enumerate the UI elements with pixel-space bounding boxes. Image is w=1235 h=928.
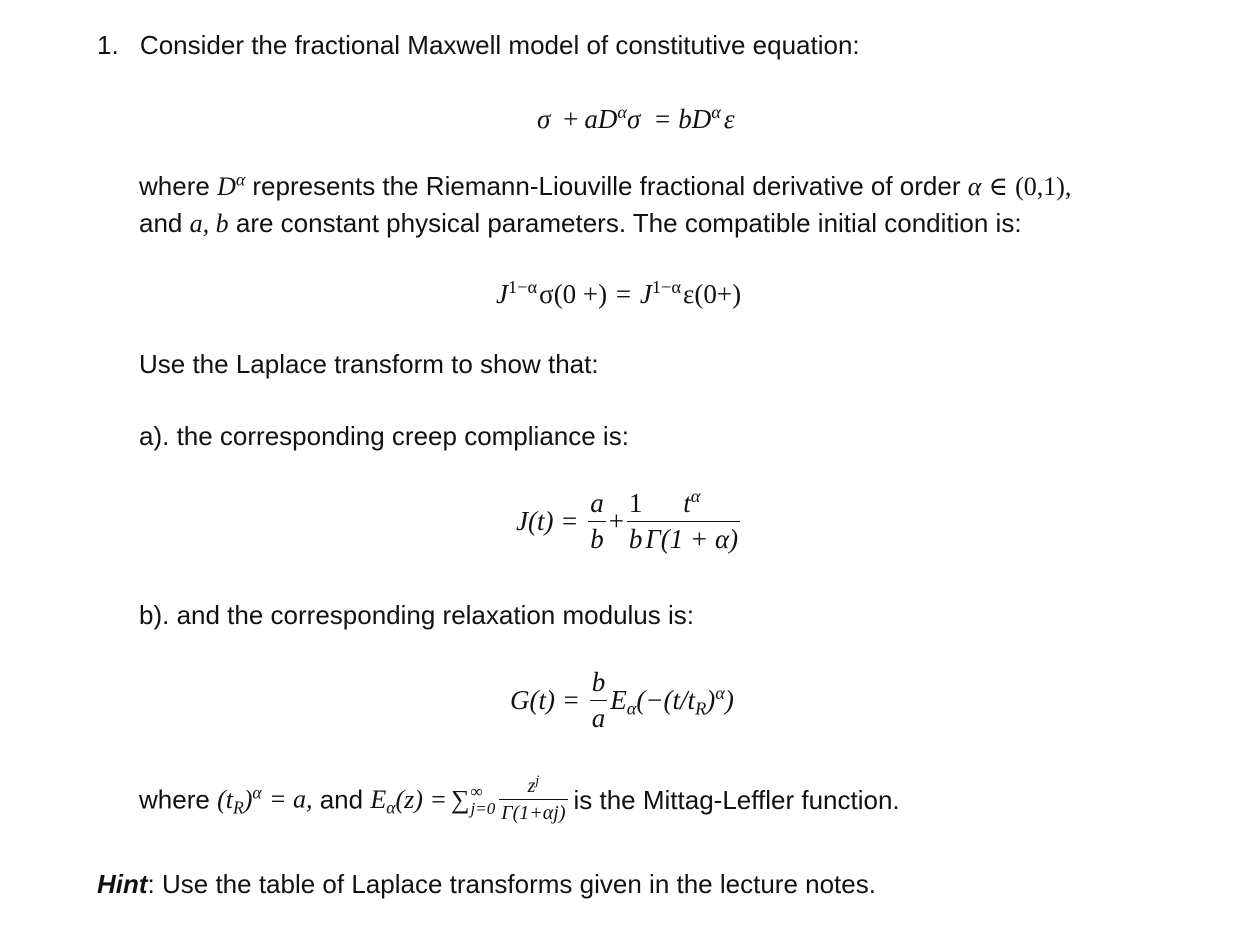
where1-word: where: [139, 171, 210, 201]
where1-interval: (0,1),: [1015, 172, 1072, 201]
eq4-f-num: b: [591, 667, 606, 697]
eq3-f3-num: t: [683, 488, 691, 518]
where2-sigma: ∑: [451, 784, 470, 814]
eq3-f1-den: b: [588, 521, 606, 553]
equation-creep-compliance: [516, 485, 743, 554]
eq1-D-2: D: [691, 104, 712, 134]
where2-upper: ∞: [470, 781, 483, 801]
problem-intro-line: [97, 32, 860, 58]
eq3-f2-den: b: [627, 521, 645, 553]
where2-z: (z) =: [395, 784, 447, 814]
where2-num-z: z: [527, 775, 536, 797]
eq2-lhs: σ(0 +): [539, 279, 608, 309]
where2-E-sub: α: [386, 796, 396, 817]
eq1-sigma: σ: [537, 104, 551, 134]
eq3-fraction-a-b: [588, 490, 606, 553]
where2-eq-a: = a,: [268, 784, 313, 814]
eq3-f3-den: Γ(1 + α): [643, 521, 740, 553]
hint-label: Hint: [97, 869, 148, 899]
part-b-label: b). and the corresponding relaxation modulus is:: [139, 600, 694, 630]
equation-constitutive: [537, 101, 735, 134]
eq1-plus: +: [563, 104, 579, 134]
where1-alpha: α: [235, 169, 246, 190]
eq2-exp-2: 1−α: [651, 276, 682, 297]
eq1-a: a: [584, 104, 598, 134]
eq3-fraction-t-gamma: [643, 485, 740, 554]
eq4-fraction-b-a: [590, 669, 608, 732]
eq3-fraction-1-b: [627, 490, 645, 553]
eq4-E: E: [610, 685, 627, 715]
problem-intro: Consider the fractional Maxwell model of constitutive equation:: [139, 30, 860, 60]
eq2-J-2: J: [639, 279, 652, 309]
equation-relaxation-modulus: [510, 669, 734, 732]
eq1-b: b: [678, 104, 692, 134]
where2-fraction: [499, 772, 567, 824]
where2-alpha: α: [252, 781, 262, 802]
eq3-f2-num: 1: [628, 488, 643, 518]
eq1-alpha: α: [617, 101, 627, 122]
eq4-R: R: [695, 698, 707, 719]
eq1-equals: =: [655, 104, 671, 134]
eq1-D: D: [597, 104, 618, 134]
where2-num-j: j: [535, 772, 540, 788]
eq3-f1-num: a: [590, 488, 604, 518]
where2-tr-close: ): [243, 784, 253, 814]
equation-initial-condition: [496, 276, 742, 309]
eq4-lhs: G(t) =: [510, 685, 580, 715]
hint-line: [97, 871, 876, 897]
where2-sum-limits: [471, 783, 496, 817]
where2-R: R: [232, 796, 244, 817]
part-a-label: a). the corresponding creep compliance is:: [139, 421, 629, 451]
where1-ab: a, b: [189, 209, 229, 238]
where2-word: where: [139, 784, 210, 815]
where1-text-2: are constant physical parameters. The compatible initial condition is:: [235, 208, 1022, 238]
eq4-alpha: α: [715, 682, 725, 703]
eq4-close: ): [706, 685, 716, 715]
where1-in: ∈: [988, 172, 1008, 201]
eq3-lhs: J(t) =: [516, 506, 579, 536]
where-mittag-leffler-line: [139, 772, 900, 824]
where1-alpha-2: α: [967, 172, 982, 201]
where2-E: E: [370, 784, 387, 814]
eq3-plus: +: [608, 506, 624, 536]
where1-D: D: [217, 172, 236, 201]
eq2-J: J: [496, 279, 508, 309]
eq2-rhs: ε(0+): [683, 279, 742, 309]
where2-text: is the Mittag-Leffler function.: [573, 784, 900, 815]
where-line-1: [139, 169, 1072, 201]
problem-number: 1.: [97, 30, 119, 60]
hint-text: : Use the table of Laplace transforms given in the lecture notes.: [147, 869, 876, 899]
where1-text: represents the Riemann-Liouville fractional derivative of order: [252, 171, 961, 201]
eq1-epsilon: ε: [723, 104, 735, 134]
where2-den: Γ(1+αj): [499, 799, 567, 823]
eq4-E-sub: α: [626, 698, 637, 719]
eq4-arg: (−(t/t: [636, 685, 696, 715]
eq4-f-den: a: [590, 700, 608, 732]
where-line-2: [139, 210, 1022, 237]
eq4-end: ): [724, 685, 734, 715]
where2-and: and: [319, 784, 364, 815]
eq3-f3-sup: α: [690, 485, 701, 506]
eq1-sigma-2: σ: [626, 104, 641, 134]
eq2-equals: =: [615, 279, 632, 309]
eq2-exp: 1−α: [507, 276, 538, 297]
use-laplace-text: Use the Laplace transform to show that:: [139, 349, 599, 379]
eq1-alpha-2: α: [711, 101, 721, 122]
where2-tr: (t: [217, 784, 233, 814]
where1-and: and: [139, 208, 183, 238]
where2-lower: j=0: [470, 798, 496, 818]
